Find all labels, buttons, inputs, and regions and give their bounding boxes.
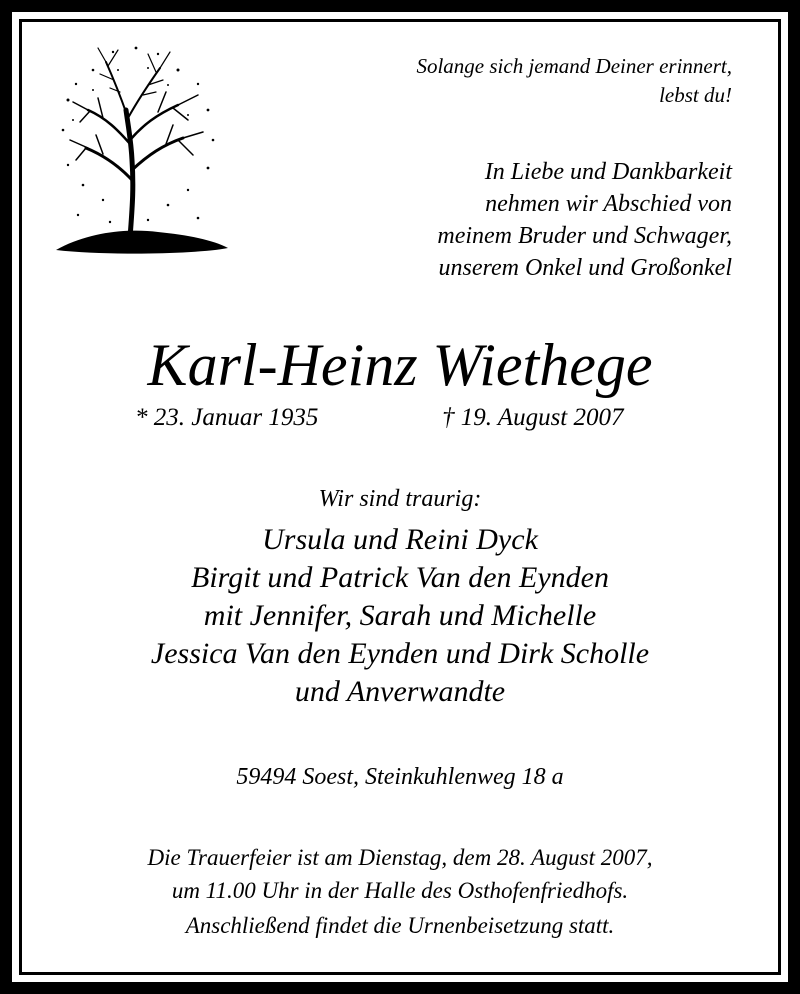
mourner-line: Birgit und Patrick Van den Eynden [191, 561, 609, 594]
motto-line: Solange sich jemand Deiner erinnert, [416, 54, 732, 78]
motto [416, 52, 732, 110]
tree-icon [48, 40, 233, 262]
mourners-intro: Wir sind traurig: [318, 486, 482, 512]
mourner-line: mit Jennifer, Sarah und Michelle [203, 599, 597, 632]
farewell-text [437, 156, 732, 284]
farewell-line: In Liebe und Dankbarkeit [484, 159, 732, 185]
farewell-line: meinem Bruder und Schwager, [437, 223, 732, 249]
address: 59494 Soest, Steinkuhlenweg 18 a [236, 764, 564, 790]
funeral-line: Anschließend findet die Urnenbeisetzung statt. [185, 913, 615, 938]
death-date: † 19. August 2007 [442, 404, 624, 431]
funeral-notice [0, 841, 800, 942]
funeral-line: Die Trauerfeier ist am Dienstag, dem 28. August 2007, [147, 845, 653, 870]
birth-date: * 23. Januar 1935 [135, 404, 319, 431]
motto-line: lebst du! [659, 83, 732, 107]
mourner-line: Ursula und Reini Dyck [262, 523, 538, 556]
deceased-name: Karl-Heinz Wiethege [147, 332, 653, 398]
mourner-line: und Anverwandte [294, 675, 506, 708]
mourners-list [0, 521, 800, 711]
farewell-line: unserem Onkel und Großonkel [438, 255, 732, 281]
farewell-line: nehmen wir Abschied von [485, 191, 732, 217]
mourner-line: Jessica Van den Eynden und Dirk Scholle [150, 637, 650, 670]
funeral-line: um 11.00 Uhr in der Halle des Osthofenfriedhofs. [171, 878, 629, 903]
